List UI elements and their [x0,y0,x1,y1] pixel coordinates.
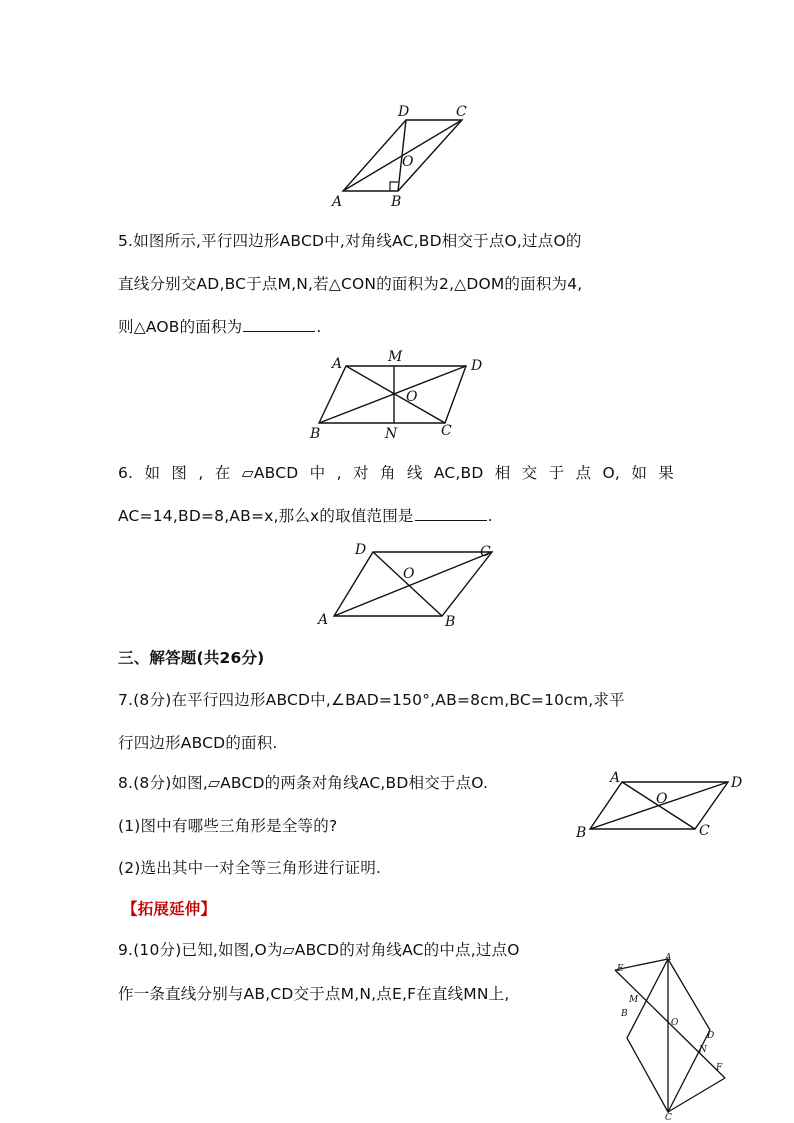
q6-w13: 交 [521,464,538,482]
figure-q5 [300,346,500,446]
q5-line1: 5.如图所示,平行四边形ABCD中,对角线AC,BD相交于点O,过点O的 [118,232,582,250]
label-N: N [385,426,398,442]
q5-line3-text: 则△AOB的面积为 [118,318,243,336]
q6-w8: 对 [352,464,369,482]
label-A: A [610,770,621,786]
label-N: N [699,1045,707,1055]
label-A: A [665,953,672,963]
q6-w17: 如 [631,464,648,482]
q6-w5: ▱ABCD [241,464,299,482]
q6-w12: 相 [494,464,511,482]
q6-w16: O, [602,464,621,482]
label-B: B [621,1009,628,1019]
q6-line2 [118,505,493,527]
label-D: D [398,104,410,120]
q6-w4: 在 [214,464,231,482]
label-O: O [656,791,668,807]
label-O: O [406,389,418,405]
label-B: B [576,825,587,841]
q6-w18: 果 [658,464,674,482]
answer-blank-q5[interactable] [243,317,315,332]
section-heading-3: 三、解答题(共26分) [118,649,265,667]
q6-w1: 如 [144,464,161,482]
q7-line2: 行四边形ABCD的面积. [118,734,278,752]
label-B: B [391,194,402,210]
q6-w6: 中 [309,464,326,482]
q5-line3 [118,316,322,338]
q8-sub1: (1)图中有哪些三角形是全等的? [118,817,338,835]
figure-q8 [570,768,750,843]
q6-w3: , [198,464,204,482]
label-M: M [388,349,403,365]
q7-line1: 7.(8分)在平行四边形ABCD中,∠BAD=150°,AB=8cm,BC=10cm,求平 [118,691,625,709]
label-C: C [665,1113,672,1120]
figure-q9 [605,950,735,1120]
q9-line1: 9.(10分)已知,如图,O为▱ABCD的对角线AC的中点,过点O [118,941,520,959]
label-D: D [707,1031,715,1041]
q5-line2: 直线分别交AD,BC于点M,N,若△CON的面积为2,△DOM的面积为4, [118,275,583,293]
label-C: C [699,823,710,839]
label-F: F [716,1063,723,1073]
label-D: D [731,775,743,791]
label-O: O [671,1018,679,1028]
label-A: A [332,194,343,210]
q6-w11: AC,BD [433,464,484,482]
q6-line1 [118,462,674,484]
label-B: B [310,426,321,442]
label-C: C [480,544,491,560]
label-D: D [355,542,367,558]
q8-sub2: (2)选出其中一对全等三角形进行证明. [118,859,382,877]
q6-w15: 点 [575,464,592,482]
label-D: D [471,358,483,374]
figure-q6 [310,538,510,633]
answer-blank-q6[interactable] [415,506,487,521]
q6-w10: 线 [406,464,423,482]
label-A: A [318,612,329,628]
q6-w14: 于 [548,464,565,482]
q8-line1: 8.(8分)如图,▱ABCD的两条对角线AC,BD相交于点O. [118,774,489,792]
q6-w9: 角 [379,464,396,482]
label-M: M [629,995,639,1005]
q6-line2-text: AC=14,BD=8,AB=x,那么x的取值范围是 [118,507,414,525]
q6-w0: 6. [118,464,134,482]
figure-q4 [325,100,475,215]
q9-line2: 作一条直线分别与AB,CD交于点M,N,点E,F在直线MN上, [118,985,510,1003]
label-E: E [617,964,624,974]
label-C: C [456,104,467,120]
q6-line2-end: . [487,507,493,525]
extension-tag: 【拓展延伸】 [122,900,217,918]
label-B: B [445,614,456,630]
q6-w2: 图 [171,464,188,482]
label-C: C [441,423,452,439]
label-O: O [402,154,414,170]
q5-line3-end: . [316,318,322,336]
q6-w7: , [336,464,342,482]
label-O: O [403,566,415,582]
label-A: A [332,356,343,372]
